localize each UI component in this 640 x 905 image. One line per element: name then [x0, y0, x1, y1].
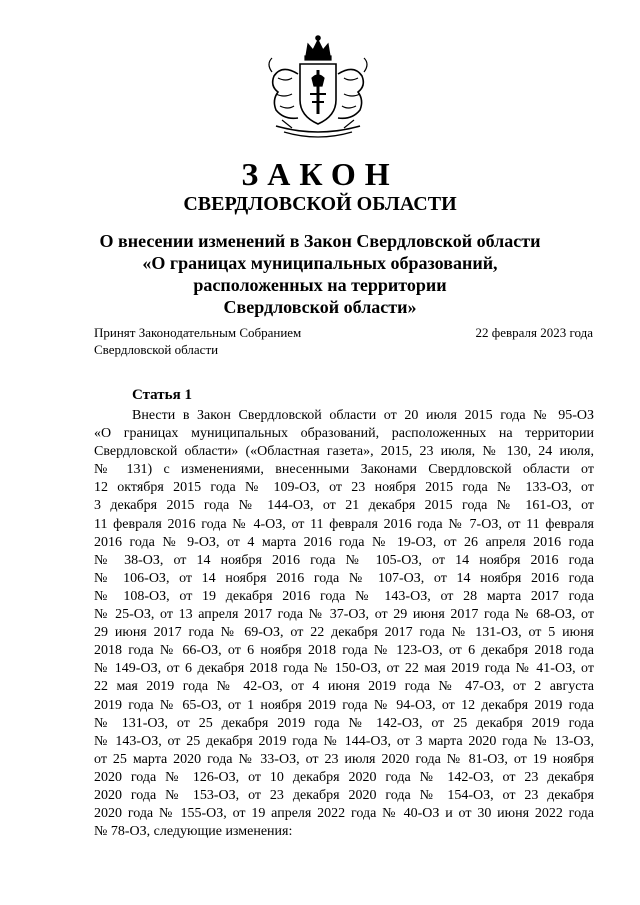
text-line: 2019 года № 65-ОЗ, от 1 ноября 2019 года № 94-ОЗ, от 12 декабря 2019 года: [94, 697, 594, 713]
text-line: 11 февраля 2016 года № 4-ОЗ, от 11 февраля 2016 года № 7-ОЗ, от 11 февраля: [94, 516, 594, 532]
text-line: 22 мая 2019 года № 42-ОЗ, от 4 июня 2019 года № 47-ОЗ, от 2 августа: [94, 679, 594, 695]
text-line: 2020 года № 153-ОЗ, от 23 декабря 2020 года № 154-ОЗ, от 23 декабря: [94, 787, 594, 803]
text-line: 2016 года № 9-ОЗ, от 4 марта 2016 года № 19-ОЗ, от 26 апреля 2016 года: [94, 534, 594, 550]
adoption-body: [94, 324, 314, 358]
text-line: № 38-ОЗ, от 14 ноября 2016 года № 105-ОЗ, от 14 ноября 2016 года: [94, 552, 594, 568]
region-name: СВЕРДЛОВСКОЙ ОБЛАСТИ: [183, 193, 457, 215]
text-line: 2020 года № 126-ОЗ, от 10 декабря 2020 года № 142-ОЗ, от 23 декабря: [94, 769, 594, 785]
subject-line: «О границах муниципальных образований,: [142, 253, 498, 273]
subject-line: О внесении изменений в Закон Свердловской области: [99, 231, 541, 251]
subject-line: расположенных на территории: [193, 275, 447, 295]
text-line: № 25-ОЗ, от 13 апреля 2017 года № 37-ОЗ, от 29 июня 2017 года № 68-ОЗ, от: [94, 607, 594, 623]
text-line: 3 декабря 2015 года № 144-ОЗ, от 21 декабря 2015 года № 161-ОЗ, от: [94, 498, 594, 514]
sverdlovsk-coat-of-arms-icon: [262, 34, 374, 142]
text-line: 12 октября 2015 года № 109-ОЗ, от 23 ноября 2015 года № 133-ОЗ, от: [94, 480, 594, 496]
text-line: № 78-ОЗ, следующие изменения:: [94, 824, 293, 840]
law-title: ЗАКОН: [241, 156, 399, 192]
text-line: № 108-ОЗ, от 19 декабря 2016 года № 143-ОЗ, от 28 марта 2017 года: [94, 588, 594, 604]
adoption-line: Принят Законодательным Собранием: [94, 325, 302, 340]
subject-line: Свердловской области»: [223, 297, 417, 317]
text-line: «О границах муниципальных образований, расположенных на территории: [94, 426, 594, 442]
text-line: № 106-ОЗ, от 14 ноября 2016 года № 107-ОЗ, от 14 ноября 2016 года: [94, 570, 594, 586]
text-line: от 25 марта 2020 года № 33-ОЗ, от 23 июля 2020 года № 81-ОЗ, от 19 ноября: [94, 751, 594, 767]
text-line: 2018 года № 66-ОЗ, от 6 ноября 2018 года № 123-ОЗ, от 6 декабря 2018 года: [94, 643, 594, 659]
text-line: 2020 года № 155-ОЗ, от 19 апреля 2022 года № 40-ОЗ и от 30 июня 2022 года: [94, 806, 594, 822]
adoption-line: Свердловской области: [94, 342, 219, 357]
text-line: 29 июня 2017 года № 69-ОЗ, от 22 декабря 2017 года № 131-ОЗ, от 5 июня: [94, 625, 594, 641]
law-subject: [0, 230, 640, 318]
text-line: № 143-ОЗ, от 25 декабря 2019 года № 144-ОЗ, от 3 марта 2020 года № 13-ОЗ,: [94, 733, 594, 749]
article-text: [94, 407, 594, 841]
text-line: № 131-ОЗ, от 25 декабря 2019 года № 142-ОЗ, от 25 декабря 2019 года: [94, 715, 594, 731]
article-heading: Статья 1: [132, 387, 192, 403]
text-line: Свердловской области» («Областная газета», 2015, 23 июля, № 130, 24 июля,: [94, 444, 594, 460]
adoption-date: 22 февраля 2023 года: [475, 325, 593, 340]
text-line: Внести в Закон Свердловской области от 20 июля 2015 года № 95-ОЗ: [132, 408, 594, 423]
text-line: № 149-ОЗ, от 6 декабря 2018 года № 150-ОЗ, от 22 мая 2019 года № 41-ОЗ, от: [94, 661, 594, 677]
text-line: № 131) с изменениями, внесенными Законами Свердловской области от: [94, 462, 594, 478]
